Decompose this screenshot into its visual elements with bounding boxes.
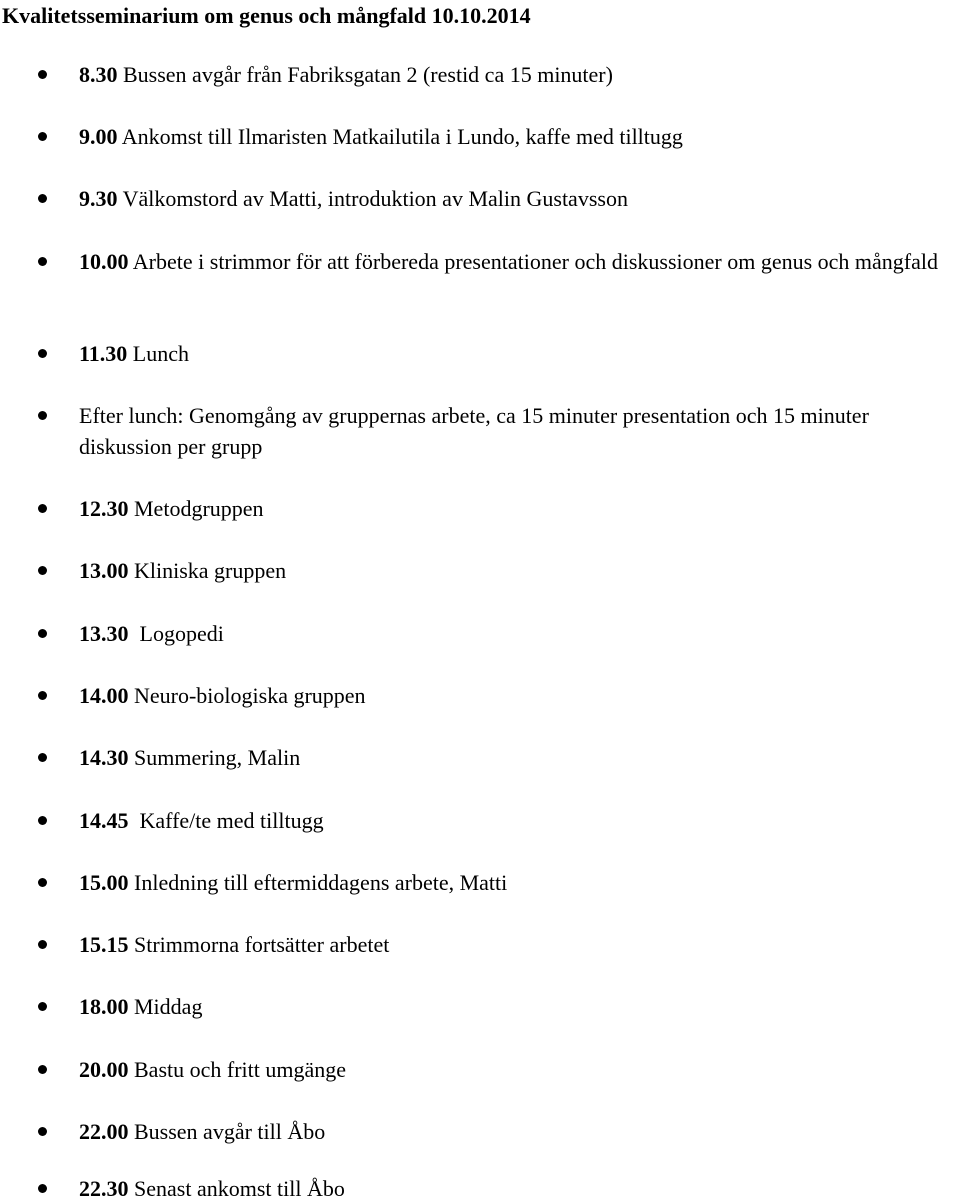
bullet-icon (38, 194, 47, 203)
agenda-item-text (79, 929, 957, 960)
bullet-icon (38, 1127, 47, 1136)
agenda-item-time: 22.00 (79, 1119, 129, 1144)
agenda-item-description: Lunch (127, 341, 189, 366)
agenda-item-description: Middag (128, 994, 203, 1019)
agenda-item-time: 14.45 (79, 808, 129, 833)
bullet-icon (38, 691, 47, 700)
bullet-icon (38, 70, 47, 79)
agenda-item-time: 13.00 (79, 558, 129, 583)
agenda-item-time: 10.00 (79, 249, 129, 274)
agenda-item-time: 11.30 (79, 341, 128, 366)
document-title: Kvalitetsseminarium om genus och mångfald 10.10.2014 (2, 3, 531, 28)
agenda-item-description: Bussen avgår från Fabriksgatan 2 (restid ca 15 minuter) (117, 62, 613, 87)
agenda-item-time: 15.00 (79, 870, 129, 895)
bullet-icon (38, 1184, 47, 1193)
agenda-item-description: Arbete i strimmor för att förbereda presentationer och diskussioner om genus och mångfald (128, 249, 938, 274)
agenda-item-time: 12.30 (79, 496, 129, 521)
bullet-icon (38, 411, 47, 420)
agenda-item-description: Bastu och fritt umgänge (128, 1057, 347, 1082)
agenda-item-time: 9.00 (79, 124, 118, 149)
agenda-item-description: Logopedi (128, 621, 224, 646)
agenda-item-description: Strimmorna fortsätter arbetet (128, 932, 390, 957)
agenda-item-description: Neuro-biologiska gruppen (128, 683, 366, 708)
agenda-item-time: 14.00 (79, 683, 129, 708)
bullet-icon (38, 1002, 47, 1011)
bullet-icon (38, 349, 47, 358)
agenda-item-text (79, 618, 957, 649)
agenda-item-text (79, 59, 957, 90)
agenda-item-text (79, 121, 957, 152)
bullet-icon (38, 753, 47, 762)
agenda-item-time: 18.00 (79, 994, 129, 1019)
agenda-item-time: 8.30 (79, 62, 118, 87)
agenda-item-time: 22.30 (79, 1176, 129, 1201)
agenda-item (0, 1173, 960, 1204)
agenda-item-time: 13.30 (79, 621, 129, 646)
agenda-item-text (79, 1116, 957, 1147)
agenda-item-text (79, 1054, 957, 1085)
bullet-icon (38, 878, 47, 887)
agenda-item-time: 14.30 (79, 745, 129, 770)
agenda-item-text (79, 680, 957, 711)
bullet-icon (38, 1065, 47, 1074)
bullet-icon (38, 629, 47, 638)
bullet-icon (38, 566, 47, 575)
agenda-item-time: 20.00 (79, 1057, 129, 1082)
agenda-item-description: Summering, Malin (128, 745, 301, 770)
agenda-item-text (79, 183, 957, 214)
agenda-item-time: 9.30 (79, 186, 118, 211)
bullet-icon (38, 940, 47, 949)
agenda-item-text (79, 1173, 957, 1204)
agenda-item-text (79, 991, 957, 1022)
bullet-icon (38, 816, 47, 825)
agenda-item-text (79, 555, 957, 586)
agenda-item-text (79, 246, 957, 277)
agenda-item-time: 15.15 (79, 932, 129, 957)
agenda-item-description: Senast ankomst till Åbo (128, 1176, 345, 1201)
agenda-item-text (79, 400, 957, 462)
agenda-item-description: Kaffe/te med tilltugg (128, 808, 324, 833)
agenda-item-description: Bussen avgår till Åbo (128, 1119, 326, 1144)
agenda-item-description: Efter lunch: Genomgång av gruppernas arbete, ca 15 minuter presentation och 15 minuter diskussion per grupp (79, 403, 869, 459)
agenda-item-description: Kliniska gruppen (128, 558, 287, 583)
bullet-icon (38, 257, 47, 266)
bullet-icon (38, 132, 47, 141)
agenda-item-description: Metodgruppen (128, 496, 264, 521)
agenda-item-description: Välkomstord av Matti, introduktion av Malin Gustavsson (117, 186, 628, 211)
agenda-item-text (79, 867, 957, 898)
agenda-item-text (79, 493, 957, 524)
agenda-item-text (79, 805, 957, 836)
agenda-item-description: Inledning till eftermiddagens arbete, Matti (128, 870, 508, 895)
agenda-item-description: Ankomst till Ilmaristen Matkailutila i Lundo, kaffe med tilltugg (117, 124, 683, 149)
agenda-item-text (79, 338, 957, 369)
agenda-item-text (79, 742, 957, 773)
bullet-icon (38, 504, 47, 513)
